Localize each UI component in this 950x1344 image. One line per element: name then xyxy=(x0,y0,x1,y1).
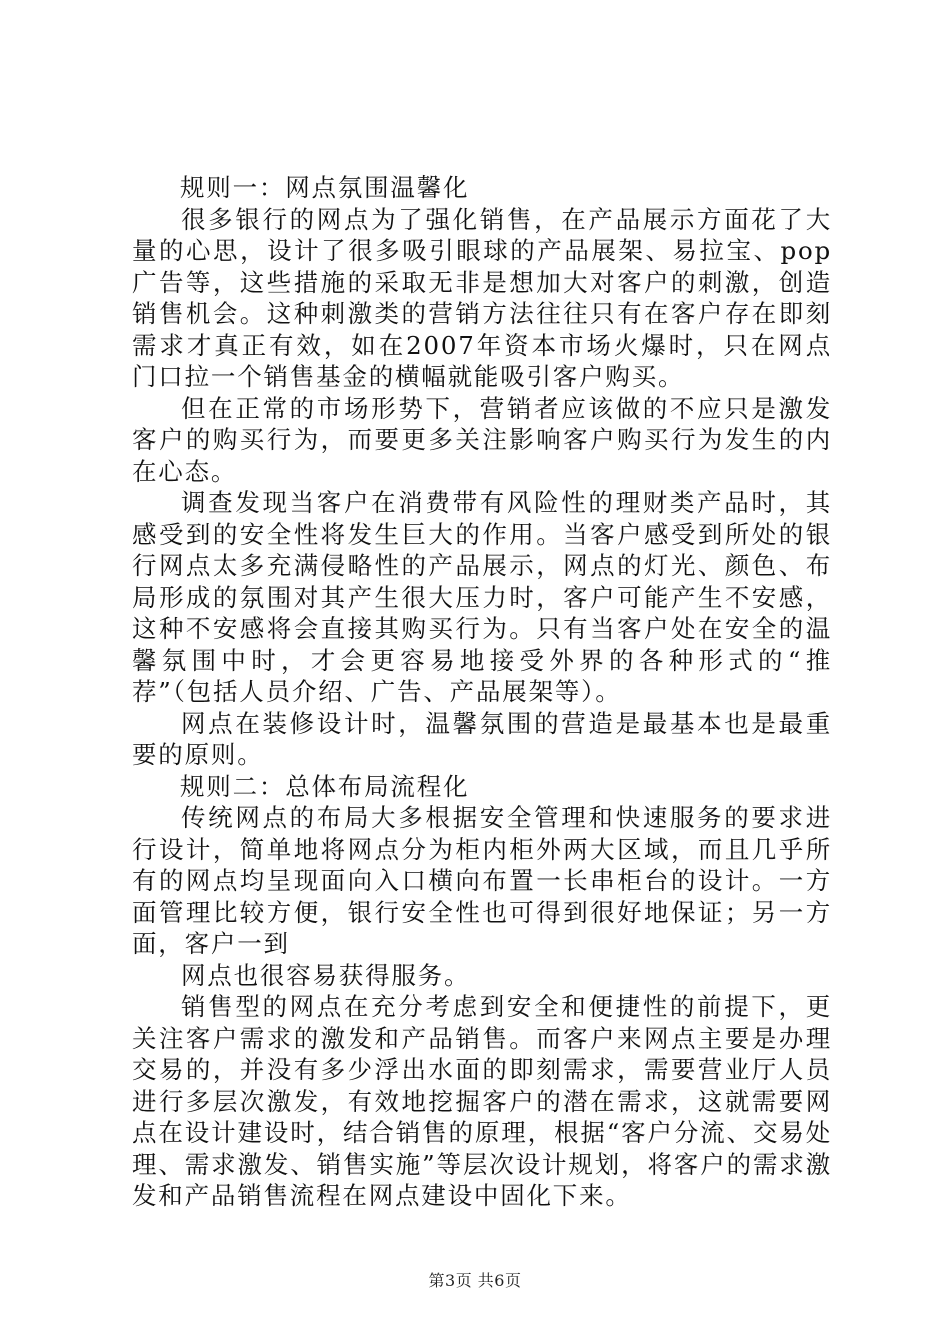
document-body xyxy=(132,172,832,1212)
paragraph: 很多银行的网点为了强化销售，在产品展示方面花了大量的心思，设计了很多吸引眼球的产品展架、易拉宝、pop广告等，这些措施的采取无非是想加大对客户的刺激，创造销售机会。这种刺激类的营销方法往往只有在客户存在即刻需求才真正有效，如在2007年资本市场火爆时，只在网点门口拉一个销售基金的横幅就能吸引客户购买。 xyxy=(132,204,832,391)
paragraph: 传统网点的布局大多根据安全管理和快速服务的要求进行设计，简单地将网点分为柜内柜外两大区域，而且几乎所有的网点均呈现面向入口横向布置一长串柜台的设计。一方面管理比较方便，银行安全性也可得到很好地保证；另一方面，客户一到 xyxy=(132,803,832,958)
paragraph: 但在正常的市场形势下，营销者应该做的不应只是激发客户的购买行为，而要更多关注影响客户购买行为发生的内在心态。 xyxy=(132,393,832,486)
page-number-footer: 第3页 共6页 xyxy=(428,1271,522,1290)
section-heading-rule-2: 规则二：总体布局流程化 xyxy=(180,771,470,801)
paragraph: 销售型的网点在充分考虑到安全和便捷性的前提下，更关注客户需求的激发和产品销售。而客户来网点主要是办理交易的，并没有多少浮出水面的即刻需求，需要营业厅人员进行多层次激发，有效地挖掘客户的潜在需求，这就需要网点在设计建设时，结合销售的原理，根据“客户分流、交易处理、需求激发、销售实施”等层次设计规划，将客户的需求激发和产品销售流程在网点建设中固化下来。 xyxy=(132,992,832,1210)
section-heading-rule-1: 规则一：网点氛围温馨化 xyxy=(180,173,470,202)
paragraph: 网点在装修设计时，温馨氛围的营造是最基本也是最重要的原则。 xyxy=(132,708,832,769)
paragraph: 调查发现当客户在消费带有风险性的理财类产品时，其感受到的安全性将发生巨大的作用。当客户感受到所处的银行网点太多充满侵略性的产品展示，网点的灯光、颜色、布局形成的氛围对其产生很大压力时，客户可能产生不安感，这种不安感将会直接其购买行为。只有当客户处在安全的温馨氛围中时，才会更容易地接受外界的各种形式的“推荐”（包括人员介绍、广告、产品展架等）。 xyxy=(132,488,832,706)
paragraph: 网点也很容易获得服务。 xyxy=(181,960,471,990)
